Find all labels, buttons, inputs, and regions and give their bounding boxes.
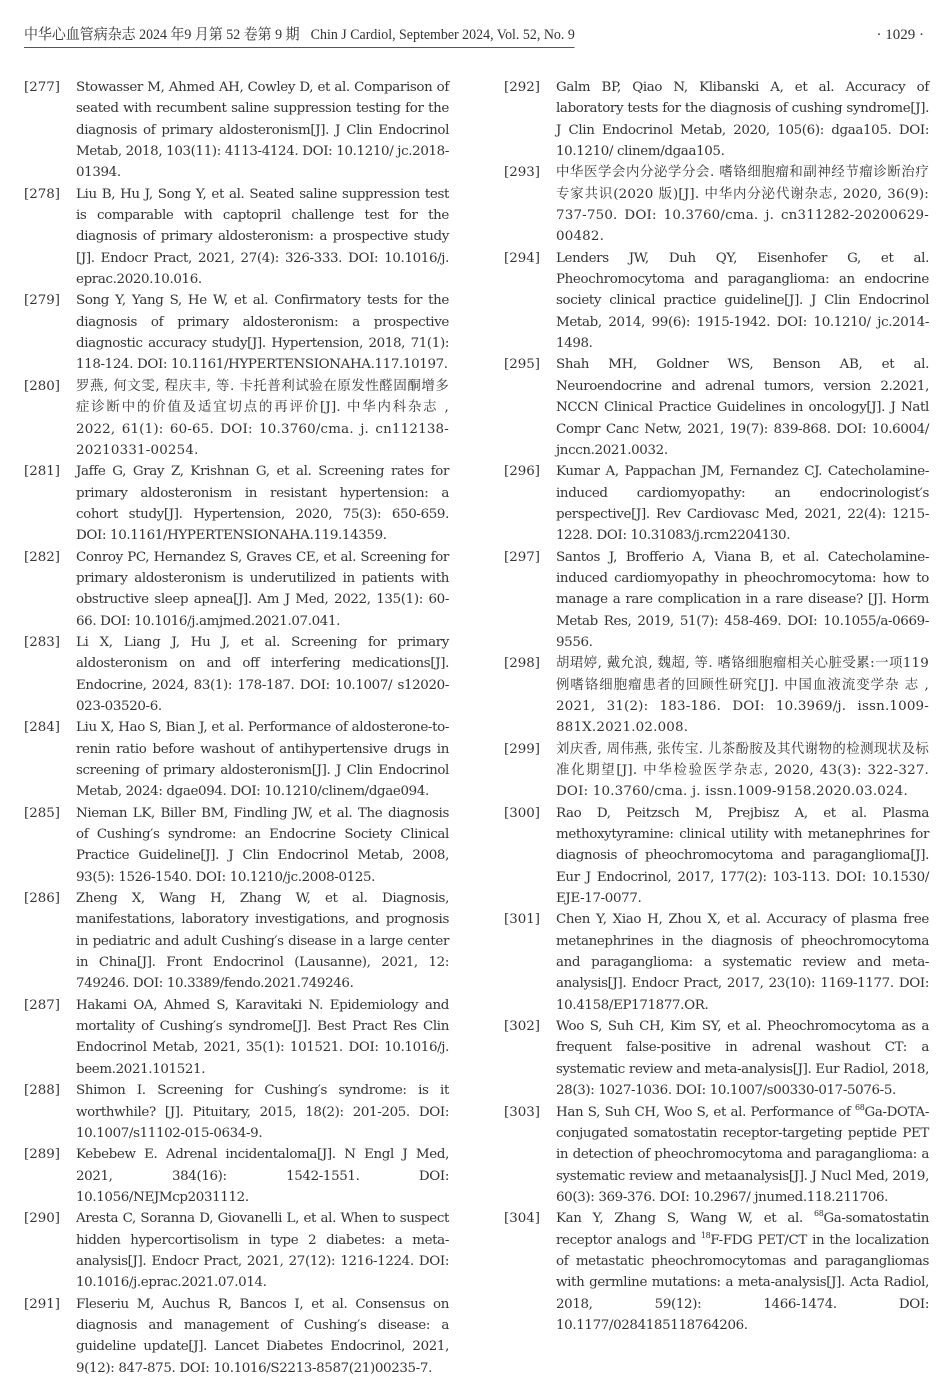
reference-entry: [504, 77, 929, 162]
reference-entry: [504, 1208, 929, 1336]
reference-text-part: F-FDG PET/CT in the localization of metastatic pheochromocytomas and paragangliomas with germline mutations: a meta-analysis[J]. Acta Radiol, 2018, 59(12): 1466-1474. DOI: 10.1177/0284185118764206.: [556, 1232, 929, 1333]
reference-number: [280]: [24, 378, 61, 394]
reference-text: Liu X, Hao S, Bian J, et al. Performance of aldosterone-to-renin ratio before washout of antihypertensive drugs in screening of primary aldosteronism[J]. J Clin Endocrinol Metab, 2024: dgae094. DOI: 10.1210/clinem/dgae094.: [76, 720, 449, 800]
reference-number: [293]: [504, 165, 541, 181]
reference-text: Zheng X, Wang H, Zhang W, et al. Diagnosis, manifestations, laboratory investigations, and prognosis in pediatric and adult Cushing′s disease in a large center in China[J]. Front Endocrinol (Lausanne), 2021, 12: 749246. DOI: 10.3389/fendo.2021.749246.: [76, 891, 449, 992]
page-number: · 1029 ·: [876, 27, 924, 43]
reference-entry: [24, 77, 449, 184]
reference-number: [288]: [24, 1083, 61, 1099]
reference-entry: [24, 1294, 449, 1379]
reference-number: [290]: [24, 1211, 61, 1227]
reference-text: Santos J, Brofferio A, Viana B, et al. Catecholamine-induced cardiomyopathy in pheochromocytoma: how to manage a rare complication in a rare disease? [J]. Horm Metab Res, 2019, 51(7): 458-469. DOI: 10.1055/a-0669-9556.: [556, 549, 929, 650]
reference-text: Kebebew E. Adrenal incidentaloma[J]. N Engl J Med, 2021, 384(16): 1542-1551. DOI: 10.1056/NEJMcp2031112.: [76, 1147, 449, 1205]
reference-entry: [24, 632, 449, 717]
isotope-superscript: 18: [700, 1230, 711, 1240]
reference-text: Fleseriu M, Auchus R, Bancos I, et al. Consensus on diagnosis and management of Cushing′s disease: a guideline update[J]. Lancet Diabetes Endocrinol, 2021, 9(12): 847-875. DOI: 10.1016/S2213-8587(21)00235-7.: [76, 1296, 449, 1376]
reference-entry: [504, 248, 929, 355]
reference-text: Kumar A, Pappachan JM, Fernandez CJ. Catecholamine-induced cardiomyopathy: an endocrinologist′s perspective[J]. Rev Cardiovasc Med, 2021, 22(4): 1215-1228. DOI: 10.31083/j.rcm2204130.: [556, 464, 929, 544]
reference-text: Woo S, Suh CH, Kim SY, et al. Pheochromocytoma as a frequent false-positive in adrenal washout CT: a systematic review and meta-analysis[J]. Eur Radiol, 2018, 28(3): 1027-1036. DOI: 10.1007/s00330-017-5076-5.: [556, 1019, 929, 1099]
reference-text: [556, 1102, 929, 1209]
reference-text-part: Kan Y, Zhang S, Wang W, et al.: [556, 1211, 814, 1227]
reference-text: Jaffe G, Gray Z, Krishnan G, et al. Screening rates for primary aldosteronism in resistant hypertension: a cohort study[J]. Hypertension, 2020, 75(3): 650-659. DOI: 10.1161/HYPERTENSIONAHA.119.14359.: [76, 464, 449, 544]
reference-text: Shimon I. Screening for Cushing′s syndrome: is it worthwhile? [J]. Pituitary, 2015, 18(2): 201-205. DOI: 10.1007/s11102-015-0634-9.: [76, 1083, 449, 1141]
reference-number: [282]: [24, 549, 61, 565]
reference-entry: [504, 1102, 929, 1209]
reference-text: Liu B, Hu J, Song Y, et al. Seated saline suppression test is comparable with captopril challenge test for the diagnosis of primary aldosteronism: a prospective study [J]. Endocr Pract, 2021, 27(4): 326-333. DOI: 10.1016/j. eprac.2020.10.016.: [76, 186, 449, 288]
isotope-superscript: 68: [813, 1209, 824, 1219]
reference-entry: [504, 653, 929, 738]
reference-number: [296]: [504, 464, 541, 480]
reference-text: 胡珺婷, 戴允浪, 魏超, 等. 嗜铬细胞瘤相关心脏受累:一项119 例嗜铬细胞瘤患者的回顾性研究[J]. 中国血液流变学杂 志 , 2021, 31(2): 183-186. DOI: 10.3969/j. issn.1009-881X.2021.02.008.: [556, 656, 929, 736]
reference-text: Hakami OA, Ahmed S, Karavitaki N. Epidemiology and mortality of Cushing′s syndrome[J]. Best Pract Res Clin Endocrinol Metab, 2021, 35(1): 101521. DOI: 10.1016/j. beem.2021.101521.: [76, 997, 449, 1077]
reference-text: 中华医学会内分泌学分会. 嗜铬细胞瘤和副神经节瘤诊断治疗专家共识(2020 版)[J]. 中华内分泌代谢杂志, 2020, 36(9): 737-750. DOI: 10.3760/cma. j. cn311282-20200629-00482.: [556, 165, 929, 245]
reference-entry: [504, 547, 929, 654]
journal-citation-line: [24, 25, 575, 48]
reference-text: Shah MH, Goldner WS, Benson AB, et al. Neuroendocrine and adrenal tumors, version 2.2021, NCCN Clinical Practice Guidelines in oncology[J]. J Natl Compr Canc Netw, 2021, 19(7): 839-868. DOI: 10.6004/ jnccn.2021.0032.: [556, 357, 929, 458]
reference-number: [291]: [24, 1296, 61, 1312]
reference-text-part: Han S, Suh CH, Woo S, et al. Performance of: [556, 1104, 855, 1120]
reference-entry: [24, 184, 449, 291]
running-header: [24, 25, 924, 49]
reference-number: [281]: [24, 464, 61, 480]
isotope-superscript: 68: [855, 1102, 865, 1112]
reference-text-part: Ga-somatostatin receptor analogs and: [556, 1211, 929, 1248]
reference-entry: [24, 290, 449, 375]
journal-title-en: Chin J Cardiol, September 2024, Vol. 52, No. 9: [310, 27, 575, 43]
reference-number: [286]: [24, 891, 61, 907]
reference-entry: [504, 803, 929, 910]
reference-entry: [24, 547, 449, 632]
reference-column-right: [504, 77, 929, 1336]
reference-entry: [504, 354, 929, 461]
reference-number: [285]: [24, 805, 61, 821]
reference-text: Conroy PC, Hernandez S, Graves CE, et al. Screening for primary aldosteronism is underutilized in patients with obstructive sleep apnea[J]. Am J Med, 2022, 135(1): 60-66. DOI: 10.1016/j.amjmed.2021.07.041.: [76, 549, 449, 629]
reference-entry: [504, 739, 929, 803]
reference-text: Rao D, Peitzsch M, Prejbisz A, et al. Plasma methoxytyramine: clinical utility with metanephrines for diagnosis of pheochromocytoma and paraganglioma[J]. Eur J Endocrinol, 2017, 177(2): 103-113. DOI: 10.1530/ EJE-17-0077.: [556, 805, 929, 907]
reference-entry: [24, 376, 449, 461]
reference-text: Lenders JW, Duh QY, Eisenhofer G, et al. Pheochromocytoma and paraganglioma: an endocrine society clinical practice guideline[J]. J Clin Endocrinol Metab, 2014, 99(6): 1915-1942. DOI: 10.1210/ jc.2014-1498.: [556, 250, 929, 352]
reference-entry: [24, 1144, 449, 1208]
reference-text: 刘庆香, 周伟燕, 张传宝. 儿茶酚胺及其代谢物的检测现状及标准化期望[J]. 中华检验医学杂志, 2020, 43(3): 322-327. DOI: 10.3760/cma. j. issn.1009-9158.2020.03.024.: [556, 741, 929, 800]
reference-number: [284]: [24, 720, 61, 736]
reference-text: Galm BP, Qiao N, Klibanski A, et al. Accuracy of laboratory tests for the diagnosis of cushing syndrome[J]. J Clin Endocrinol Metab, 2020, 105(6): dgaa105. DOI: 10.1210/ clinem/dgaa105.: [556, 80, 929, 160]
reference-number: [303]: [504, 1104, 541, 1120]
reference-entry: [24, 1208, 449, 1293]
reference-number: [295]: [504, 357, 541, 373]
reference-text: Aresta C, Soranna D, Giovanelli L, et al. When to suspect hidden hypercortisolism in type 2 diabetes: a meta-analysis[J]. Endocr Pract, 2021, 27(12): 1216-1224. DOI: 10.1016/j.eprac.2021.07.014.: [76, 1211, 449, 1291]
reference-number: [287]: [24, 997, 61, 1013]
reference-number: [289]: [24, 1147, 61, 1163]
reference-number: [279]: [24, 293, 61, 309]
reference-number: [302]: [504, 1019, 541, 1035]
journal-title-cn: 中华心血管病杂志 2024 年9 月第 52 卷第 9 期: [24, 27, 300, 43]
reference-entry: [504, 909, 929, 1016]
reference-text: Nieman LK, Biller BM, Findling JW, et al. The diagnosis of Cushing′s syndrome: an Endocrine Society Clinical Practice Guideline[J]. J Clin Endocrinol Metab, 2008, 93(5): 1526-1540. DOI: 10.1210/jc.2008-0125.: [76, 805, 449, 885]
reference-number: [278]: [24, 186, 61, 202]
reference-number: [298]: [504, 656, 541, 672]
reference-number: [301]: [504, 912, 541, 928]
reference-text: Li X, Liang J, Hu J, et al. Screening for primary aldosteronism on and off interfering medications[J]. Endocrine, 2024, 83(1): 178-187. DOI: 10.1007/ s12020-023-03520-6.: [76, 634, 449, 714]
reference-text: Chen Y, Xiao H, Zhou X, et al. Accuracy of plasma free metanephrines in the diagnosis of pheochromocytoma and paraganglioma: a systematic review and meta-analysis[J]. Endocr Pract, 2017, 23(10): 1169-1177. DOI: 10.4158/EP171877.OR.: [556, 912, 929, 1013]
reference-column-left: [24, 77, 449, 1379]
reference-entry: [24, 888, 449, 995]
reference-number: [300]: [504, 805, 541, 821]
reference-entry: [24, 1080, 449, 1144]
reference-entry: [504, 162, 929, 247]
reference-entry: [504, 1016, 929, 1101]
reference-number: [292]: [504, 80, 541, 95]
reference-number: [283]: [24, 634, 61, 650]
reference-entry: [504, 461, 929, 546]
reference-entry: [24, 803, 449, 888]
reference-number: [299]: [504, 741, 541, 757]
reference-text: Stowasser M, Ahmed AH, Cowley D, et al. Comparison of seated with recumbent saline suppression testing for the diagnosis of primary aldosteronism[J]. J Clin Endocrinol Metab, 2018, 103(11): 4113-4124. DOI: 10.1210/ jc.2018-01394.: [76, 80, 449, 181]
reference-entry: [24, 995, 449, 1080]
reference-number: [277]: [24, 80, 61, 95]
reference-text-part: Ga-DOTA-conjugated somatostatin receptor-targeting peptide PET in detection of pheochromocytoma and paraganglioma: a systematic review and metaanalysis[J]. J Nucl Med, 2019, 60(3): 369-376. DOI: 10.2967/ jnumed.118.211706.: [556, 1104, 929, 1205]
reference-text: Song Y, Yang S, He W, et al. Confirmatory tests for the diagnosis of primary aldosteronism: a prospective diagnostic accuracy study[J]. Hypertension, 2018, 71(1): 118-124. DOI: 10.1161/HYPERTENSIONAHA.117.10197.: [76, 293, 449, 373]
reference-entry: [24, 717, 449, 802]
reference-number: [294]: [504, 250, 541, 266]
reference-text: [556, 1208, 929, 1336]
reference-number: [297]: [504, 549, 541, 565]
reference-number: [304]: [504, 1211, 541, 1227]
reference-text: 罗燕, 何文雯, 程庆丰, 等. 卡托普利试验在原发性醛固酮增多症诊断中的价值及适宜切点的再评价[J]. 中华内科杂志 , 2022, 61(1): 60-65. DOI: 10.3760/cma. j. cn112138-20210331-00254.: [76, 378, 449, 458]
reference-entry: [24, 461, 449, 546]
